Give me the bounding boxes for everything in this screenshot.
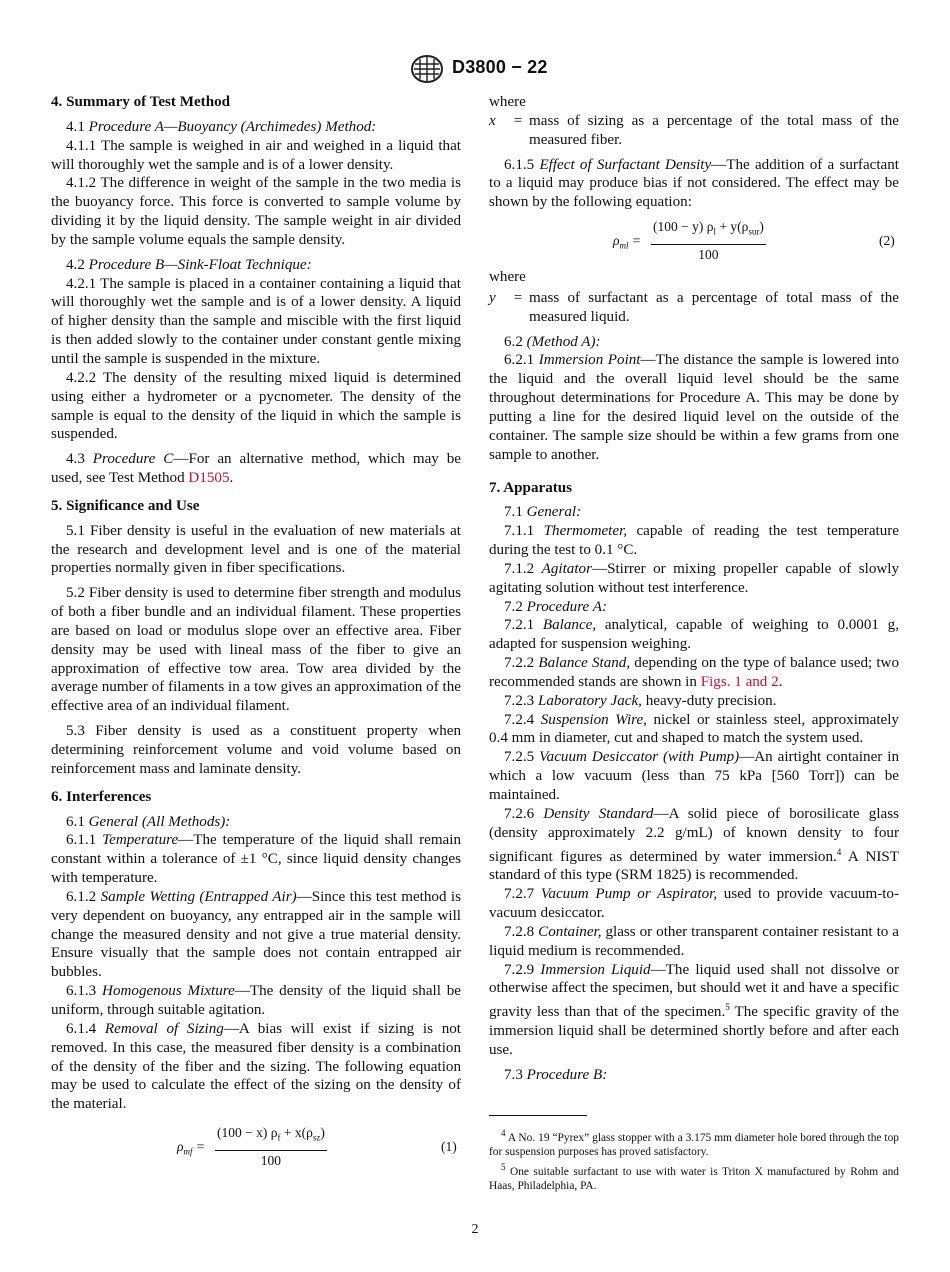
where-2: where [489, 269, 526, 286]
para-4-3: 4.3 Procedure C—For an alternative method, which may be used, see Test Method D1505. [51, 451, 462, 487]
para-7-1-2: 7.1.2 Agitator—Stirrer or mixing propeller capable of slowly agitating solution without test interference. [489, 560, 900, 596]
section-6-heading: 6. Interferences [51, 788, 152, 805]
equation-2-lhs: $\rho_{ml}$ = [613, 233, 641, 251]
standard-designation: D3800 − 22 [452, 57, 548, 77]
footnote-4: $^4$ A No. 19 “Pyrex” glass stopper with a 3.175 mm diameter hole bored through the top for suspension purposes has proved satisfactory. [489, 1127, 899, 1159]
right-column [489, 93, 899, 1193]
para-7-2: 7.2 Procedure A: [504, 598, 607, 615]
link-d1505[interactable]: D1505 [188, 470, 230, 487]
para-4-1: 4.1 Procedure A—Buoyancy (Archimedes) Method: [66, 118, 377, 135]
para-4-1-1: 4.1.1 The sample is weighed in air and weighed in a liquid that will thoroughly wet the sample and is of a lower density. [51, 137, 461, 173]
where-1: where [489, 94, 526, 110]
para-6-2: 6.2 (Method A): [504, 333, 601, 350]
para-6-1-5: 6.1.5 Effect of Surfactant Density—The addition of a surfactant to a liquid may produce bias if not considered. The effect may be shown by the following equation: [489, 156, 899, 211]
astm-logo-icon [410, 54, 444, 84]
para-7-1-1: 7.1.1 Thermometer, capable of reading the test temperature during the test to 0.1 °C. [489, 523, 900, 559]
page-header [0, 54, 950, 84]
page-number: 2 [471, 1222, 479, 1237]
para-4-2-1: 4.2.1 The sample is placed in a container containing a liquid that will thoroughly wet the sample and is of a lower density. A liquid of higher density than the sample and miscible with the first liquid is then added slowly to the container under constant gentle mixing until the sample is suspended in the mixture. [51, 275, 461, 367]
para-6-1-2: 6.1.2 Sample Wetting (Entrapped Air)—Since this test method is very dependent on buoyancy, any entrapped air in the sample will change the measured density and not give a true material density. Ensure visually that the sample does not contain entrapped air bubbles. [51, 888, 461, 981]
equation-1-fraction: (100 − x) $\rho_f + x(\rho_{sz})$ 100 [217, 1125, 325, 1168]
definition-y: y = mass of surfactant as a percentage of total mass of the measured liquid. [489, 289, 899, 325]
para-7-2-7: 7.2.7 Vacuum Pump or Aspirator, used to provide vacuum-to-vacuum desiccator. [489, 886, 899, 922]
equation-1-lhs: $\rho_{mf}$ = [177, 1139, 205, 1157]
para-6-1: 6.1 General (All Methods): [66, 813, 231, 830]
equation-1-number: (1) [441, 1139, 457, 1155]
para-7-3: 7.3 Procedure B: [504, 1066, 608, 1083]
para-7-2-5: 7.2.5 Vacuum Desiccator (with Pump)—An airtight container in which a low vacuum (less than 75 kPa [560 Torr]) can be maintained. [489, 749, 899, 803]
para-7-2-6: 7.2.6 Density Standard—A solid piece of borosilicate glass (density approximately 2.2 g/mL) of known density to four significant figures as determined by water immersion.$^4$ A NIST standard of this type (SRM 1825) is recommended. [489, 805, 899, 884]
para-5-3: 5.3 Fiber density is used as a constituent property when determining reinforcement volume and void volume based on reinforcement mass and laminate density. [51, 723, 461, 777]
section-7-heading: 7. Apparatus [489, 479, 573, 496]
para-7-2-1: 7.2.1 Balance, analytical, capable of weighing to 0.0001 g, adapted for suspension weighing. [489, 617, 899, 653]
link-figs-1-and-2[interactable]: Figs. 1 and 2 [700, 673, 779, 690]
footnote-ref-4[interactable]: 4 [836, 846, 842, 857]
para-6-1-3: 6.1.3 Homogenous Mixture—The density of the liquid shall be uniform, through suitable agitation. [51, 983, 462, 1018]
left-column [51, 93, 461, 1172]
para-4-2: 4.2 Procedure B—Sink-Float Technique: [66, 256, 312, 273]
para-6-1-1: 6.1.1 Temperature—The temperature of the liquid shall remain constant within a tolerance of ±1 °C, since liquid density changes with temperature. [51, 832, 461, 887]
para-5-2: 5.2 Fiber density is used to determine fiber strength and modulus of both a fiber bundle and an individual filament. These properties are based on load or modulus slope over an effective area. Fiber density may be used with lineal mass of the fiber to give an approximation of effective tow area. Tow area divided by the average number of filaments in a tow gives an approximation of the effective area of an individual filament. [51, 585, 461, 715]
para-6-1-4: 6.1.4 Removal of Sizing—A bias will exist if sizing is not removed. In this case, the measured fiber density is a combination of the density of the fiber and the sizing. The following equation may be used to calculate the effect of the sizing on the density of the material. [51, 1020, 461, 1113]
para-4-1-2: 4.1.2 The difference in weight of the sample in the two media is the buoyancy force. This force is converted to sample volume by dividing it by the liquid density. The sample weight in air divided by the sample volume equals the sample density. [51, 175, 461, 248]
para-5-1: 5.1 Fiber density is useful in the evaluation of new materials at the research and development level and is one of the material properties normally given in fiber specifications. [51, 522, 461, 577]
equation-2-number: (2) [879, 233, 895, 249]
para-6-2-1: 6.2.1 Immersion Point—The distance the sample is lowered into the liquid and the overall liquid level should be the same throughout determinations for Procedure A. This may be done by putting a line for the desired liquid level on the outside of the container. The sample size should be within a few grams from one sample to another. [489, 352, 899, 463]
section-4-heading: 4. Summary of Test Method [51, 94, 231, 110]
para-4-2-2: 4.2.2 The density of the resulting mixed liquid is determined using either a hydrometer or a pycnometer. The density of the sample is equal to the density of the liquid in which the sample is suspended. [51, 369, 461, 443]
footnote-divider [489, 1115, 587, 1116]
para-7-2-9: 7.2.9 Immersion Liquid—The liquid used shall not dissolve or otherwise affect the specimen, but should wet it and have a specific gravity less than that of the specimen.$^5$ The specific gravity of the immersion liquid shall be determined shortly before and after each use. [489, 961, 900, 1059]
section-5-heading: 5. Significance and Use [51, 497, 200, 514]
footnote-ref-5[interactable]: 5 [725, 1002, 730, 1013]
para-7-2-2: 7.2.2 Balance Stand, depending on the type of balance used; two recommended stands are shown in Figs. 1 and 2. [489, 655, 899, 690]
equation-2-fraction: (100 − y) $\rho_l + y(\rho_{sur})$ 100 [653, 219, 764, 262]
equation-1 [51, 1122, 461, 1172]
para-7-2-8: 7.2.8 Container, glass or other transparent container resistant to a liquid medium is recommended. [489, 923, 900, 959]
para-7-1: 7.1 General: [504, 504, 582, 521]
definition-x: x = mass of sizing as a percentage of the total mass of the measured fiber. [489, 112, 899, 148]
para-7-2-4: 7.2.4 Suspension Wire, nickel or stainless steel, approximately 0.4 mm in diameter, cut and shaped to match the system used. [489, 711, 899, 747]
footnote-5: $^5$ One suitable surfactant to use with water is Triton X manufactured by Rohm and Haas, Philadelphia, PA. [489, 1161, 899, 1192]
para-7-2-3: 7.2.3 Laboratory Jack, heavy-duty precision. [504, 692, 777, 709]
equation-2 [489, 216, 899, 266]
